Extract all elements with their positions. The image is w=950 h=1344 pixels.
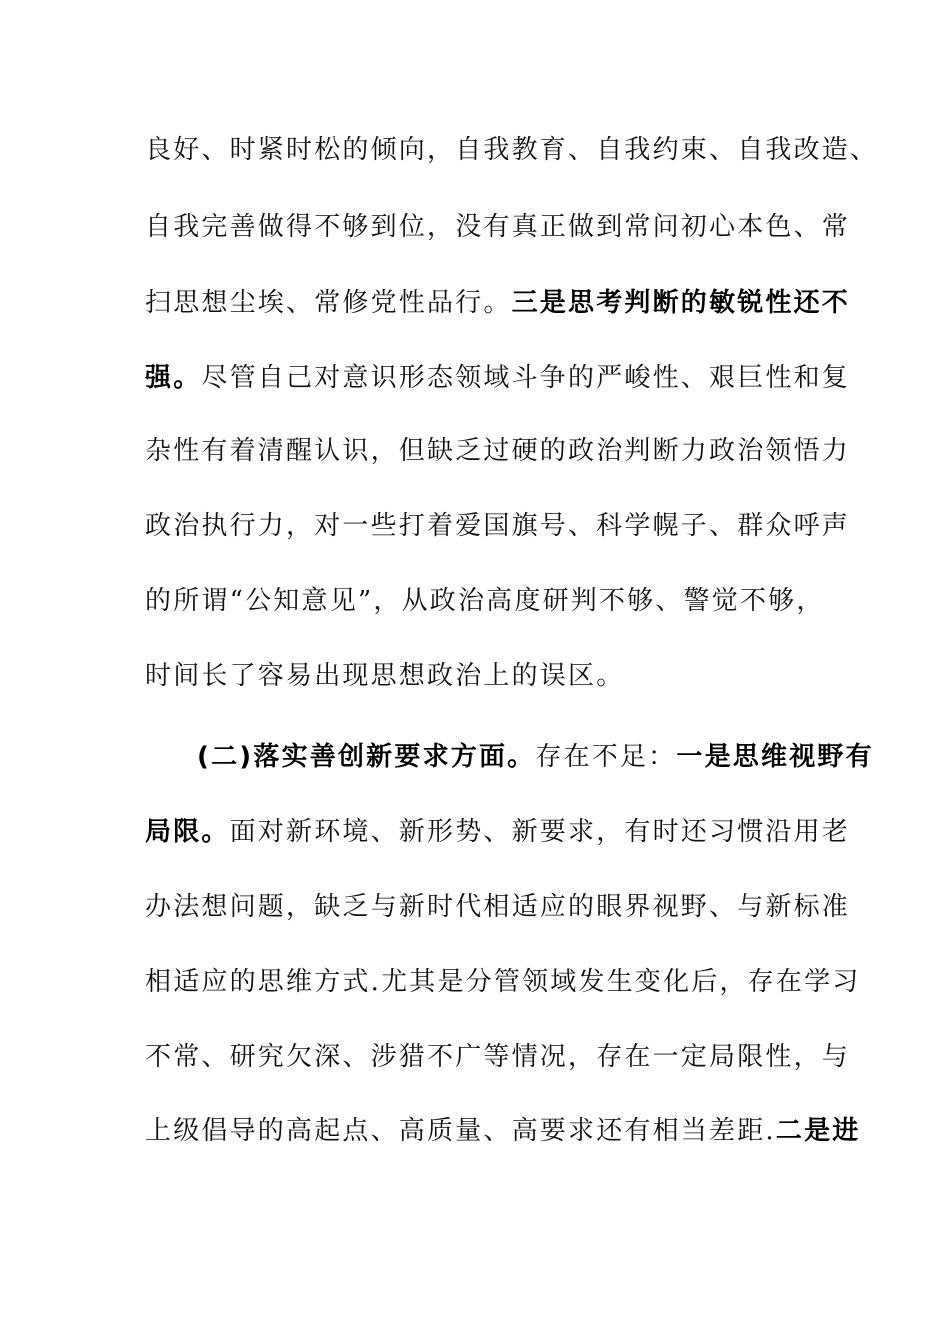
- text-run: 上级倡导的高起点、高质量、高要求还有相当差距.: [145, 1116, 776, 1146]
- text-line: [145, 209, 850, 245]
- text-run: 不常、研究欠深、涉猎不广等情况，存在一定局限性，与: [145, 1042, 851, 1072]
- text-run: 时间长了容易出现思想政治上的误区。: [145, 661, 625, 691]
- text-line: [145, 132, 878, 168]
- text-run: 政治执行力，对一些打着爱国旗号、科学幌子、群众呼声: [145, 511, 851, 541]
- text-run: 杂性有着清醒认识，但缺乏过硬的政治判断力政治领悟力: [145, 436, 851, 466]
- text-line: [145, 658, 624, 694]
- text-line: [145, 360, 850, 396]
- bold-heading-run: 三是思考判断的敏锐性还不: [511, 288, 851, 318]
- text-line: [145, 285, 850, 321]
- text-line: [145, 814, 850, 850]
- bold-heading-run: 强。: [145, 363, 202, 393]
- text-line: [145, 1039, 850, 1075]
- text-run: 良好、时紧时松的倾向，自我教育、自我约束、自我改造、: [145, 135, 879, 165]
- text-line: [145, 1113, 860, 1149]
- text-line: [145, 433, 850, 469]
- text-run: 存在不足：: [535, 742, 677, 772]
- text-run: 相适应的思维方式.尤其是分管领域发生变化后，存在学习: [145, 967, 861, 997]
- text-line: [145, 583, 825, 619]
- text-run: 扫思想尘埃、常修党性品行。: [145, 288, 512, 318]
- text-run: 面对新环境、新形势、新要求，有时还习惯沿用老: [229, 817, 851, 847]
- text-run: 自我完善做得不够到位，没有真正做到常问初心本色、常: [145, 212, 851, 242]
- text-line: [145, 508, 850, 544]
- bold-heading-run: 二是进: [775, 1116, 861, 1146]
- text-line: [145, 889, 850, 925]
- text-run: 办法想问题，缺乏与新时代相适应的眼界视野、与新标准: [145, 892, 851, 922]
- text-line: [197, 739, 874, 775]
- bold-heading-run: 局限。: [145, 817, 230, 847]
- text-run: 尽管自己对意识形态领域斗争的严峻性、艰巨性和复: [201, 363, 851, 393]
- bold-heading-run: 一是思维视野有: [676, 742, 874, 772]
- section-heading: (二)落实善创新要求方面。: [197, 742, 536, 772]
- text-line: [145, 964, 860, 1000]
- text-run: 的所谓“公知意见”，从政治高度研判不够、警觉不够，: [145, 586, 825, 616]
